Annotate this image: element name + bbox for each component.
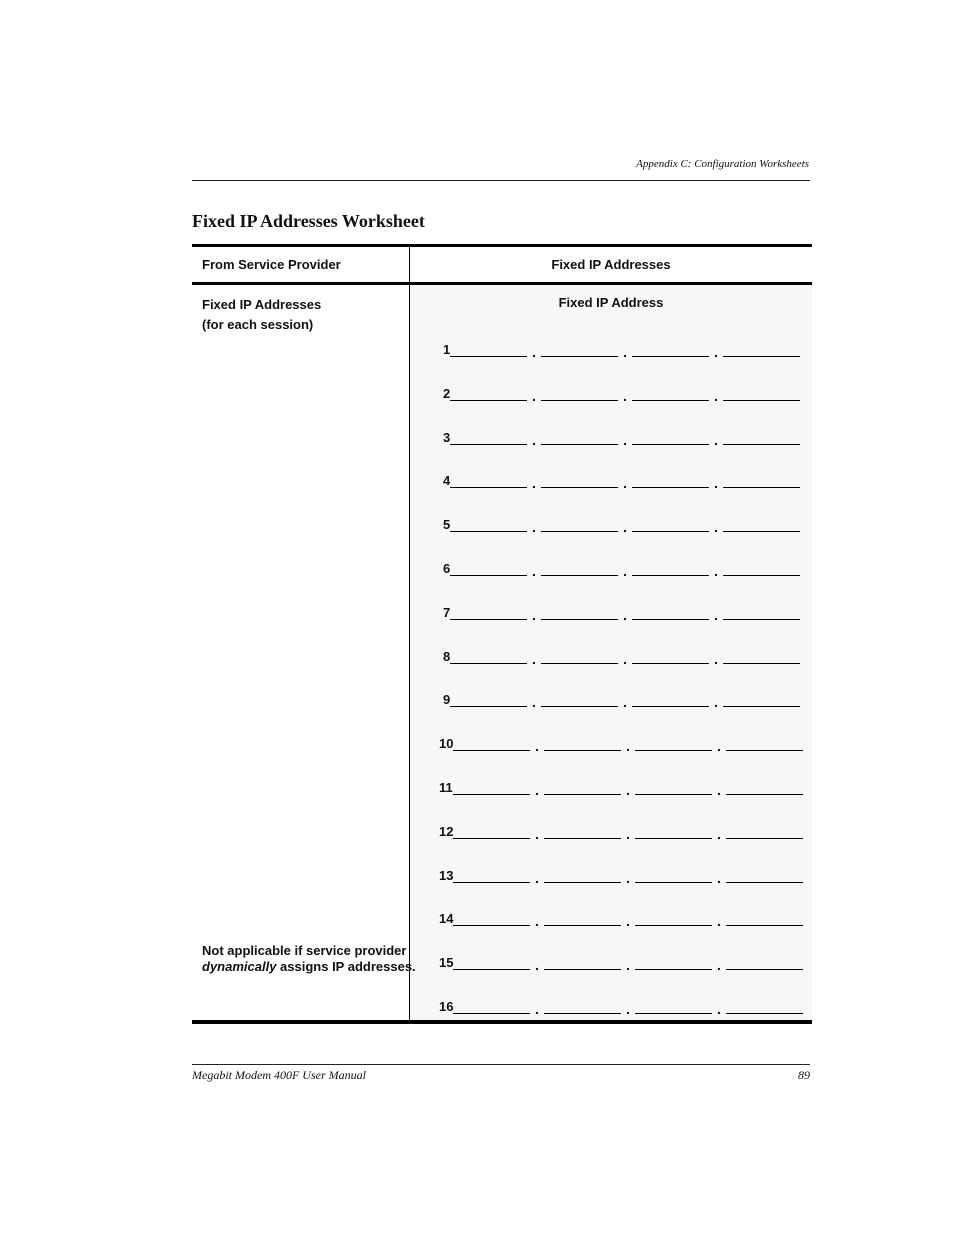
octet-separator: . <box>626 957 630 974</box>
row-number: 6 <box>443 561 451 576</box>
octet-blank-1 <box>450 663 527 664</box>
octet-separator: . <box>532 606 536 623</box>
octet-blank-4 <box>723 356 800 357</box>
octet-blank-3 <box>632 663 709 664</box>
note-line2 <box>202 959 416 975</box>
octet-separator: . <box>535 913 539 930</box>
octet-blank-2 <box>541 619 618 620</box>
octet-blank-1 <box>450 356 527 357</box>
octet-separator: . <box>623 606 627 623</box>
octet-blank-2 <box>541 575 618 576</box>
octet-blank-4 <box>726 794 803 795</box>
header-fixed-ip-addresses: Fixed IP Addresses <box>551 257 671 272</box>
ip-address-row <box>439 999 809 1017</box>
octet-blank-1 <box>453 882 530 883</box>
octet-blank-4 <box>723 444 800 445</box>
octet-separator: . <box>714 650 718 667</box>
octet-blank-3 <box>635 794 712 795</box>
octet-blank-3 <box>632 444 709 445</box>
header-rule <box>192 180 810 181</box>
ip-address-row <box>439 911 809 929</box>
octet-blank-4 <box>723 487 800 488</box>
octet-separator: . <box>623 694 627 711</box>
row-number: 8 <box>443 648 451 664</box>
octet-blank-4 <box>723 663 800 664</box>
ip-address-row <box>443 692 813 710</box>
row-number: 7 <box>443 604 451 620</box>
ip-address-row <box>443 649 813 667</box>
note-emphasis: dynamically <box>202 959 277 974</box>
octet-separator: . <box>626 825 630 842</box>
octet-separator: . <box>714 694 718 711</box>
ip-address-row <box>443 386 813 404</box>
footer-rule <box>192 1064 810 1065</box>
octet-separator: . <box>626 738 630 755</box>
octet-blank-1 <box>450 575 527 576</box>
row-number: 14 <box>439 911 454 927</box>
fixed-ip-label-line2: (for each session) <box>202 317 314 332</box>
ip-address-row <box>443 473 813 491</box>
octet-blank-1 <box>450 444 527 445</box>
octet-separator: . <box>626 1001 630 1017</box>
row-number: 15 <box>439 955 454 971</box>
octet-blank-2 <box>541 356 618 357</box>
octet-blank-3 <box>635 838 712 839</box>
octet-separator: . <box>714 563 718 579</box>
octet-blank-1 <box>453 794 530 795</box>
octet-blank-4 <box>726 838 803 839</box>
octet-blank-3 <box>635 1013 712 1014</box>
octet-blank-1 <box>453 925 530 926</box>
octet-separator: . <box>714 344 718 360</box>
octet-blank-4 <box>726 882 803 883</box>
ip-address-row <box>439 868 809 886</box>
octet-separator: . <box>535 869 539 886</box>
column-divider <box>409 247 410 1020</box>
octet-blank-4 <box>726 750 803 751</box>
octet-blank-2 <box>541 706 618 707</box>
octet-blank-1 <box>450 400 527 401</box>
octet-blank-3 <box>632 619 709 620</box>
octet-separator: . <box>535 825 539 842</box>
octet-blank-2 <box>544 925 621 926</box>
octet-blank-3 <box>635 882 712 883</box>
octet-blank-4 <box>726 969 803 970</box>
octet-blank-1 <box>450 619 527 620</box>
octet-separator: . <box>714 606 718 623</box>
octet-blank-1 <box>450 487 527 488</box>
octet-blank-1 <box>450 706 527 707</box>
octet-separator: . <box>535 738 539 755</box>
octet-separator: . <box>717 913 721 930</box>
dynamic-ip-note <box>202 943 416 975</box>
fixed-ip-label-line1: Fixed IP Addresses <box>202 297 322 312</box>
octet-separator: . <box>623 650 627 667</box>
ip-address-row <box>439 736 809 754</box>
note-line2-rest: assigns IP addresses. <box>276 959 416 974</box>
ip-address-row <box>443 517 813 535</box>
octet-blank-4 <box>726 1013 803 1014</box>
octet-separator: . <box>532 387 536 404</box>
octet-separator: . <box>532 475 536 492</box>
octet-blank-1 <box>450 531 527 532</box>
octet-blank-2 <box>541 444 618 445</box>
row-number: 10 <box>439 736 454 752</box>
octet-separator: . <box>535 957 539 974</box>
octet-blank-2 <box>544 838 621 839</box>
row-number: 13 <box>439 867 454 883</box>
octet-blank-3 <box>635 969 712 970</box>
octet-separator: . <box>714 475 718 492</box>
row-number: 9 <box>443 692 451 708</box>
octet-blank-2 <box>544 1013 621 1014</box>
row-number: 1 <box>443 342 451 357</box>
footer-manual-title: Megabit Modem 400F User Manual <box>192 1068 366 1082</box>
octet-blank-2 <box>541 531 618 532</box>
fixed-ip-address-title: Fixed IP Address <box>558 295 664 310</box>
octet-separator: . <box>535 782 539 798</box>
octet-blank-4 <box>726 925 803 926</box>
octet-separator: . <box>623 344 627 360</box>
ip-address-row <box>439 780 809 798</box>
row-number: 3 <box>443 429 451 445</box>
octet-separator: . <box>532 519 536 536</box>
octet-blank-4 <box>723 706 800 707</box>
running-head: Appendix C: Configuration Worksheets <box>636 158 809 170</box>
octet-blank-3 <box>632 531 709 532</box>
octet-blank-3 <box>635 750 712 751</box>
row-number: 5 <box>443 517 451 533</box>
octet-blank-2 <box>541 487 618 488</box>
octet-separator: . <box>717 957 721 974</box>
row-number: 4 <box>443 473 451 489</box>
ip-address-row <box>439 824 809 842</box>
octet-blank-4 <box>723 575 800 576</box>
row-number: 12 <box>439 823 454 839</box>
octet-blank-3 <box>632 487 709 488</box>
octet-separator: . <box>717 825 721 842</box>
octet-blank-2 <box>544 750 621 751</box>
octet-blank-4 <box>723 619 800 620</box>
octet-separator: . <box>714 431 718 448</box>
octet-blank-3 <box>632 706 709 707</box>
octet-separator: . <box>532 344 536 360</box>
octet-separator: . <box>623 519 627 536</box>
octet-separator: . <box>717 738 721 755</box>
octet-separator: . <box>626 913 630 930</box>
octet-separator: . <box>623 563 627 579</box>
octet-separator: . <box>623 431 627 448</box>
octet-separator: . <box>532 431 536 448</box>
octet-separator: . <box>532 650 536 667</box>
header-from-service-provider: From Service Provider <box>202 257 341 272</box>
octet-blank-2 <box>544 794 621 795</box>
octet-blank-4 <box>723 400 800 401</box>
octet-blank-3 <box>632 356 709 357</box>
octet-blank-2 <box>541 663 618 664</box>
ip-address-row <box>439 955 809 973</box>
octet-blank-1 <box>453 750 530 751</box>
ip-address-row <box>443 605 813 623</box>
octet-separator: . <box>717 869 721 886</box>
table-header <box>192 247 812 285</box>
worksheet-table <box>192 244 812 1024</box>
row-number: 16 <box>439 999 454 1014</box>
octet-blank-3 <box>632 400 709 401</box>
ip-address-row <box>443 342 813 360</box>
row-number: 2 <box>443 385 451 401</box>
octet-blank-3 <box>632 575 709 576</box>
octet-blank-2 <box>544 969 621 970</box>
octet-separator: . <box>623 475 627 492</box>
ip-address-row <box>443 561 813 579</box>
octet-blank-1 <box>453 838 530 839</box>
row-number: 11 <box>439 780 453 795</box>
fixed-ip-label <box>202 295 321 335</box>
octet-separator: . <box>717 782 721 798</box>
octet-blank-4 <box>723 531 800 532</box>
octet-separator: . <box>714 387 718 404</box>
octet-separator: . <box>714 519 718 536</box>
octet-separator: . <box>532 694 536 711</box>
note-line1: Not applicable if service provider <box>202 943 407 958</box>
octet-blank-3 <box>635 925 712 926</box>
octet-separator: . <box>717 1001 721 1017</box>
octet-separator: . <box>626 869 630 886</box>
octet-blank-2 <box>541 400 618 401</box>
footer-page-number: 89 <box>798 1068 810 1082</box>
octet-blank-1 <box>453 969 530 970</box>
page-title: Fixed IP Addresses Worksheet <box>192 211 425 231</box>
octet-separator: . <box>626 782 630 798</box>
ip-address-row <box>443 430 813 448</box>
octet-blank-2 <box>544 882 621 883</box>
octet-separator: . <box>623 387 627 404</box>
octet-blank-1 <box>453 1013 530 1014</box>
octet-separator: . <box>535 1001 539 1017</box>
octet-separator: . <box>532 563 536 579</box>
